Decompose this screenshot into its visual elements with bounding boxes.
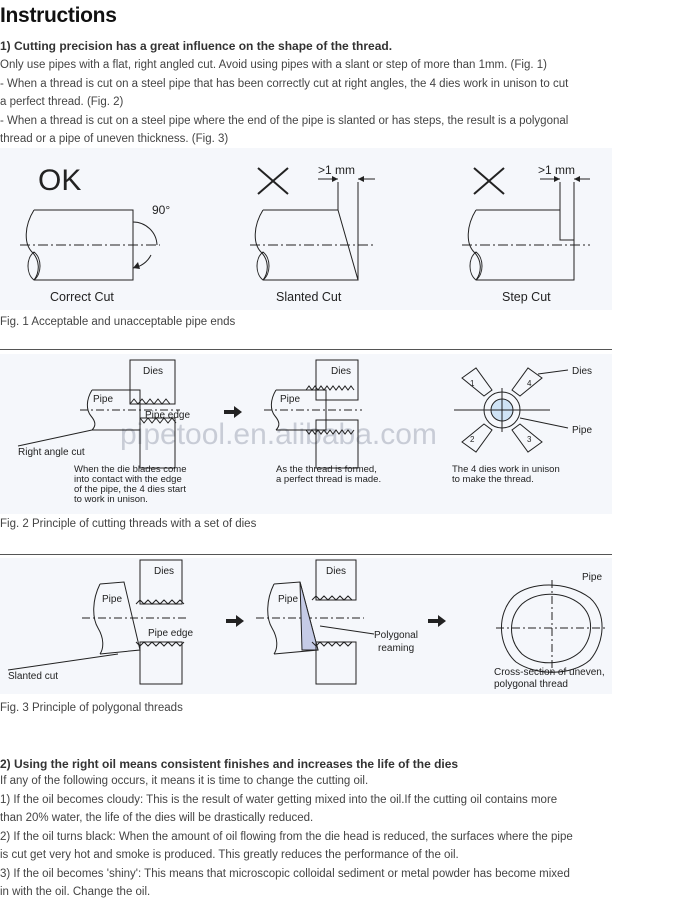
section1-line: Only use pipes with a flat, right angled cut. Avoid using pipes with a slant or step of more than 1mm. (Fig. 1) xyxy=(0,59,547,71)
desc-3: The 4 dies work in unison to make the thread. xyxy=(452,464,560,485)
dies-label-2: Dies xyxy=(331,366,352,377)
cross-section-label: Cross-section of uneven, polygonal thread xyxy=(494,667,605,690)
section1-paragraph xyxy=(0,56,620,149)
section2-line: 1) If the oil becomes cloudy: This is the result of water getting mixed into the oil.If the cutting oil contains more xyxy=(0,793,558,806)
desc-2: As the thread is formed, a perfect thread is made. xyxy=(276,464,382,485)
dies-label-1: Dies xyxy=(143,366,164,377)
page-title: Instructions xyxy=(0,4,117,27)
die-number-1: 1 xyxy=(470,379,475,388)
figure-1 xyxy=(0,148,612,310)
slanted-cut-label: Slanted cut xyxy=(8,671,59,682)
section1-line: a perfect thread. (Fig. 2) xyxy=(0,96,124,108)
section1-line: - When a thread is cut on a steel pipe where the end of the pipe is slanted or has steps, the result is a polygonal xyxy=(0,114,569,127)
section2-line: 3) If the oil becomes 'shiny': This means that microscopic colloidal sediment or metal powder has become mixed xyxy=(0,867,570,880)
pipe-label-1: Pipe xyxy=(93,394,114,405)
die-number-3: 3 xyxy=(527,435,532,444)
figure-2-drawing xyxy=(0,354,612,514)
pipe-label-3: Pipe xyxy=(582,572,603,583)
gap-label-slanted: >1 mm xyxy=(318,163,356,177)
figure-1-drawing xyxy=(0,148,612,310)
step-cut-label: Step Cut xyxy=(502,290,551,304)
slanted-cut-label: Slanted Cut xyxy=(276,290,342,304)
dies-label-2: Dies xyxy=(326,566,347,577)
dies-label-1: Dies xyxy=(154,566,175,577)
watermark: pipetool.en.alibaba.com xyxy=(120,418,437,451)
figure-2-caption: Fig. 2 Principle of cutting threads with a set of dies xyxy=(0,518,257,530)
figure-3-caption: Fig. 3 Principle of polygonal threads xyxy=(0,702,183,714)
section1-heading: 1) Cutting precision has a great influence on the shape of the thread. xyxy=(0,39,393,53)
section2-line: If any of the following occurs, it means it is time to change the cutting oil. xyxy=(0,775,369,787)
correct-cut-label: Correct Cut xyxy=(50,290,114,304)
section1-line: - When a thread is cut on a steel pipe that has been correctly cut at right angles, the 4 dies work in unison to cut xyxy=(0,77,569,90)
polygonal-label: Polygonal reaming xyxy=(374,630,418,654)
section2-line: than 20% water, the life of the dies will be drastically reduced. xyxy=(0,812,314,824)
pipe-label-2: Pipe xyxy=(280,394,301,405)
section2-line: is cut get very hot and smoke is produced. This greatly reduces the performance of the oil. xyxy=(0,849,459,861)
ok-label: OK xyxy=(38,164,82,197)
die-number-4: 4 xyxy=(527,379,532,388)
pipe-label-2: Pipe xyxy=(278,594,299,605)
desc-1: When the die blades come into contact with the edge of the pipe, the 4 dies start to work in unison. xyxy=(74,464,187,505)
section2-line: 2) If the oil turns black: When the amount of oil flowing from the die head is reduced, the surfaces where the pipe xyxy=(0,830,573,843)
right-angle-cut-label: Right angle cut xyxy=(18,447,85,458)
pipe-edge-label: Pipe edge xyxy=(145,410,191,421)
angle-label: 90° xyxy=(152,203,171,217)
section1-line: thread or a pipe of uneven thickness. (Fig. 3) xyxy=(0,133,229,145)
section2-heading: 2) Using the right oil means consistent finishes and increases the life of the dies xyxy=(0,757,459,771)
figure-3-drawing xyxy=(0,558,612,694)
figure-1-caption: Fig. 1 Acceptable and unacceptable pipe ends xyxy=(0,316,236,328)
pipe-edge-label: Pipe edge xyxy=(148,628,194,639)
pipe-label-3: Pipe xyxy=(572,425,593,436)
figure-3 xyxy=(0,558,612,694)
pipe-label-1: Pipe xyxy=(102,594,123,605)
divider xyxy=(0,349,612,350)
section2-paragraph xyxy=(0,772,620,902)
dies-label-3: Dies xyxy=(572,366,593,377)
figure-2 xyxy=(0,354,612,514)
divider xyxy=(0,554,612,555)
gap-label-step: >1 mm xyxy=(538,163,576,177)
section2-line: in with the oil. Change the oil. xyxy=(0,886,151,898)
die-number-2: 2 xyxy=(470,435,475,444)
